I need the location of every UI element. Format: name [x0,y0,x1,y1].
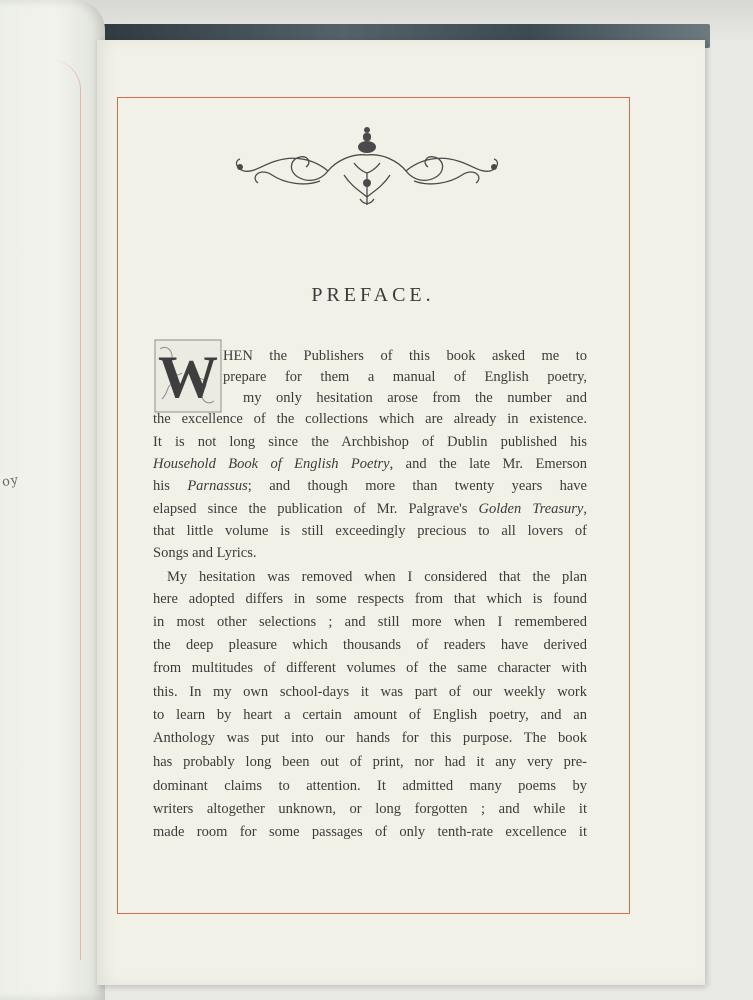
text-line: Anthology was put into our hands for this purpose. The book [153,730,587,746]
text-line: dominant claims to attention. It admitted many poems by [153,778,587,794]
right-page [97,40,705,985]
book-title: Household Book of English Poetry [153,456,390,472]
text-fragment: elapsed since the publication of Mr. Palgrave's [153,501,479,517]
text-line: this. In my own school-days it was part of our weekly work [153,684,587,700]
text-line: My hesitation was removed when I considered that the plan [167,569,587,585]
text-line: has probably long been out of print, nor had it any very pre- [153,754,587,770]
text-line: to learn by heart a certain amount of English poetry, and an [153,707,587,723]
text-line: that little volume is still exceedingly precious to all lovers of [153,523,587,539]
text-line [153,454,587,475]
text-line: from multitudes of different volumes of the same character with [153,660,587,676]
text-fragment: , [583,501,587,517]
text-fragment: , and the late Mr. Emerson [389,456,588,472]
left-page-border-rule [0,60,81,960]
text-line: HEN the Publishers of this book asked me to [223,348,587,364]
text-line: writers altogether unknown, or long forgotten ; and while it [153,801,587,817]
text-line: the deep pleasure which thousands of readers have derived [153,637,587,653]
dropcap-w-icon [154,339,222,413]
text-line [153,499,587,520]
book-title: Parnassus [187,478,248,494]
dropcap-letter: W [158,344,218,410]
page-title: PREFACE. [311,284,435,306]
ornament-headpiece-icon [224,125,510,211]
text-line [153,476,587,497]
book-title: Golden Treasury [478,501,584,517]
text-line: made room for some passages of only tenth-rate excellence it [153,824,587,840]
text-line: in most other selections ; and still more when I remembered [153,614,587,630]
text-line: Songs and Lyrics. [153,545,257,561]
left-page [0,0,105,1000]
text-line: the excellence of the collections which are already in existence. [153,411,587,427]
text-line: It is not long since the Archbishop of Dublin published his [153,434,587,450]
text-fragment: his [153,478,188,494]
text-line: here adopted differs in some respects from that which is found [153,591,587,607]
text-line: prepare for them a manual of English poetry, [223,369,587,385]
text-fragment: ; and though more than twenty years have [247,478,587,494]
margin-note: oy [1,472,21,491]
text-line: my only hesitation arose from the number and [243,390,587,406]
